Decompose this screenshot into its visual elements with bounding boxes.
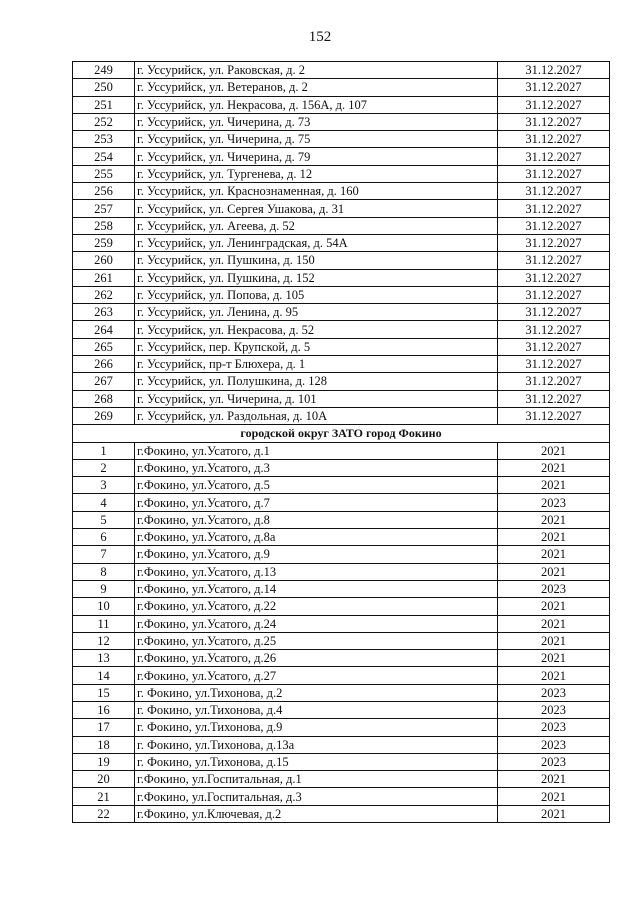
row-address: г. Уссурийск, ул. Некрасова, д. 52 [135,321,498,338]
row-address: г. Уссурийск, ул. Ленина, д. 95 [135,304,498,321]
table-row [73,131,610,148]
row-address: г.Фокино, ул.Усатого, д.26 [135,650,498,667]
table-row [73,200,610,217]
row-deadline: 31.12.2027 [498,217,610,234]
row-number: 265 [73,338,135,355]
row-deadline: 2023 [498,580,610,597]
row-deadline: 2021 [498,563,610,580]
row-deadline: 2023 [498,684,610,701]
row-deadline: 31.12.2027 [498,113,610,130]
table-row [73,442,610,459]
row-number: 249 [73,62,135,79]
row-number: 18 [73,736,135,753]
table-row [73,234,610,251]
row-deadline: 31.12.2027 [498,165,610,182]
table-row [73,598,610,615]
row-number: 11 [73,615,135,632]
row-number: 254 [73,148,135,165]
table-row [73,684,610,701]
row-address: г.Фокино, ул.Усатого, д.7 [135,494,498,511]
row-address: г.Фокино, ул.Усатого, д.24 [135,615,498,632]
row-address: г. Уссурийск, ул. Чичерина, д. 79 [135,148,498,165]
row-number: 19 [73,753,135,770]
table-row [73,805,610,822]
table-row [73,113,610,130]
row-deadline: 31.12.2027 [498,200,610,217]
row-address: г.Фокино, ул.Госпитальная, д.1 [135,771,498,788]
row-number: 258 [73,217,135,234]
table-row [73,650,610,667]
table-row [73,338,610,355]
row-deadline: 2023 [498,736,610,753]
row-number: 266 [73,356,135,373]
row-number: 4 [73,494,135,511]
row-number: 269 [73,407,135,424]
row-number: 12 [73,632,135,649]
row-number: 257 [73,200,135,217]
table-row [73,529,610,546]
row-number: 267 [73,373,135,390]
table-row [73,667,610,684]
row-deadline: 31.12.2027 [498,252,610,269]
row-address: г. Уссурийск, ул. Пушкина, д. 150 [135,252,498,269]
row-number: 256 [73,183,135,200]
row-address: г. Уссурийск, ул. Пушкина, д. 152 [135,269,498,286]
table-row [73,79,610,96]
row-number: 15 [73,684,135,701]
table-row [73,580,610,597]
row-deadline: 31.12.2027 [498,62,610,79]
row-deadline: 2021 [498,650,610,667]
table-row [73,321,610,338]
table-row [73,615,610,632]
row-address: г. Уссурийск, ул. Ветеранов, д. 2 [135,79,498,96]
row-deadline: 31.12.2027 [498,131,610,148]
row-address: г. Уссурийск, ул. Чичерина, д. 73 [135,113,498,130]
table-row [73,165,610,182]
row-deadline: 2023 [498,701,610,718]
row-deadline: 2021 [498,632,610,649]
table-row [73,771,610,788]
row-number: 3 [73,477,135,494]
table-row [73,62,610,79]
row-number: 253 [73,131,135,148]
row-deadline: 2021 [498,529,610,546]
row-number: 9 [73,580,135,597]
table-row [73,719,610,736]
row-address: г.Фокино, ул.Усатого, д.22 [135,598,498,615]
row-address: г. Уссурийск, ул. Попова, д. 105 [135,286,498,303]
row-deadline: 2021 [498,805,610,822]
registry-table [72,61,610,823]
table-row [73,269,610,286]
row-deadline: 2021 [498,477,610,494]
table-row [73,148,610,165]
row-address: г.Фокино, ул.Усатого, д.8а [135,529,498,546]
row-number: 262 [73,286,135,303]
table-row [73,252,610,269]
page-number: 152 [308,29,332,45]
table-row [73,304,610,321]
row-address: г. Фокино, ул.Тихонова, д.13а [135,736,498,753]
section-title: городской округ ЗАТО город Фокино [73,425,610,442]
row-number: 259 [73,234,135,251]
row-deadline: 2021 [498,546,610,563]
row-deadline: 31.12.2027 [498,321,610,338]
row-deadline: 31.12.2027 [498,356,610,373]
row-number: 7 [73,546,135,563]
row-address: г.Фокино, ул.Усатого, д.8 [135,511,498,528]
row-deadline: 31.12.2027 [498,234,610,251]
row-number: 251 [73,96,135,113]
table-row [73,632,610,649]
row-deadline: 2021 [498,615,610,632]
row-address: г. Уссурийск, пр-т Блюхера, д. 1 [135,356,498,373]
row-deadline: 31.12.2027 [498,373,610,390]
row-number: 252 [73,113,135,130]
row-address: г. Уссурийск, пер. Крупской, д. 5 [135,338,498,355]
row-deadline: 2021 [498,667,610,684]
table-row [73,390,610,407]
table-row [73,96,610,113]
row-address: г. Фокино, ул.Тихонова, д.2 [135,684,498,701]
row-deadline: 2021 [498,511,610,528]
table-row [73,459,610,476]
row-deadline: 2023 [498,753,610,770]
row-address: г.Фокино, ул.Усатого, д.3 [135,459,498,476]
row-address: г.Фокино, ул.Ключевая, д.2 [135,805,498,822]
row-address: г. Уссурийск, ул. Тургенева, д. 12 [135,165,498,182]
row-number: 14 [73,667,135,684]
row-deadline: 31.12.2027 [498,407,610,424]
row-deadline: 31.12.2027 [498,338,610,355]
row-address: г. Уссурийск, ул. Сергея Ушакова, д. 31 [135,200,498,217]
table-row [73,407,610,424]
row-address: г. Уссурийск, ул. Раздольная, д. 10А [135,407,498,424]
row-address: г.Фокино, ул.Усатого, д.13 [135,563,498,580]
row-number: 260 [73,252,135,269]
row-number: 6 [73,529,135,546]
row-number: 255 [73,165,135,182]
row-address: г. Уссурийск, ул. Полушкина, д. 128 [135,373,498,390]
table-row [73,494,610,511]
table-row [73,736,610,753]
row-number: 268 [73,390,135,407]
row-deadline: 31.12.2027 [498,148,610,165]
row-address: г. Фокино, ул.Тихонова, д.4 [135,701,498,718]
row-deadline: 2021 [498,598,610,615]
row-deadline: 31.12.2027 [498,79,610,96]
row-address: г.Фокино, ул.Усатого, д.9 [135,546,498,563]
row-number: 261 [73,269,135,286]
table-row [73,788,610,805]
row-deadline: 31.12.2027 [498,304,610,321]
row-number: 250 [73,79,135,96]
row-deadline: 31.12.2027 [498,183,610,200]
row-address: г.Фокино, ул.Усатого, д.27 [135,667,498,684]
row-number: 20 [73,771,135,788]
row-address: г.Фокино, ул.Усатого, д.25 [135,632,498,649]
row-address: г.Фокино, ул.Госпитальная, д.3 [135,788,498,805]
table-row [73,753,610,770]
row-address: г.Фокино, ул.Усатого, д.5 [135,477,498,494]
row-deadline: 31.12.2027 [498,96,610,113]
row-address: г. Фокино, ул.Тихонова, д.9 [135,719,498,736]
table-row [73,701,610,718]
row-number: 263 [73,304,135,321]
row-address: г. Уссурийск, ул. Агеева, д. 52 [135,217,498,234]
row-address: г. Уссурийск, ул. Чичерина, д. 101 [135,390,498,407]
row-deadline: 2021 [498,442,610,459]
row-address: г.Фокино, ул.Усатого, д.14 [135,580,498,597]
table-row [73,563,610,580]
table-row [73,183,610,200]
row-number: 21 [73,788,135,805]
table-row [73,286,610,303]
row-deadline: 2021 [498,788,610,805]
row-number: 2 [73,459,135,476]
row-number: 13 [73,650,135,667]
row-address: г. Уссурийск, ул. Раковская, д. 2 [135,62,498,79]
row-deadline: 2023 [498,494,610,511]
row-deadline: 2023 [498,719,610,736]
table-row [73,511,610,528]
row-number: 1 [73,442,135,459]
row-deadline: 31.12.2027 [498,286,610,303]
row-deadline: 31.12.2027 [498,269,610,286]
table-row [73,373,610,390]
table-row [73,217,610,234]
row-number: 5 [73,511,135,528]
row-deadline: 31.12.2027 [498,390,610,407]
table-row [73,477,610,494]
row-address: г. Уссурийск, ул. Ленинградская, д. 54А [135,234,498,251]
row-address: г.Фокино, ул.Усатого, д.1 [135,442,498,459]
table-section-ussuriysk [73,62,610,425]
row-number: 10 [73,598,135,615]
row-number: 16 [73,701,135,718]
section-header-row [73,425,610,442]
row-deadline: 2021 [498,459,610,476]
table-section-fokino [73,442,610,823]
row-address: г. Уссурийск, ул. Краснознаменная, д. 160 [135,183,498,200]
row-address: г. Уссурийск, ул. Чичерина, д. 75 [135,131,498,148]
row-deadline: 2021 [498,771,610,788]
row-address: г. Фокино, ул.Тихонова, д.15 [135,753,498,770]
row-number: 17 [73,719,135,736]
table-row [73,356,610,373]
table-row [73,546,610,563]
row-number: 8 [73,563,135,580]
row-number: 22 [73,805,135,822]
row-address: г. Уссурийск, ул. Некрасова, д. 156А, д. 107 [135,96,498,113]
row-number: 264 [73,321,135,338]
